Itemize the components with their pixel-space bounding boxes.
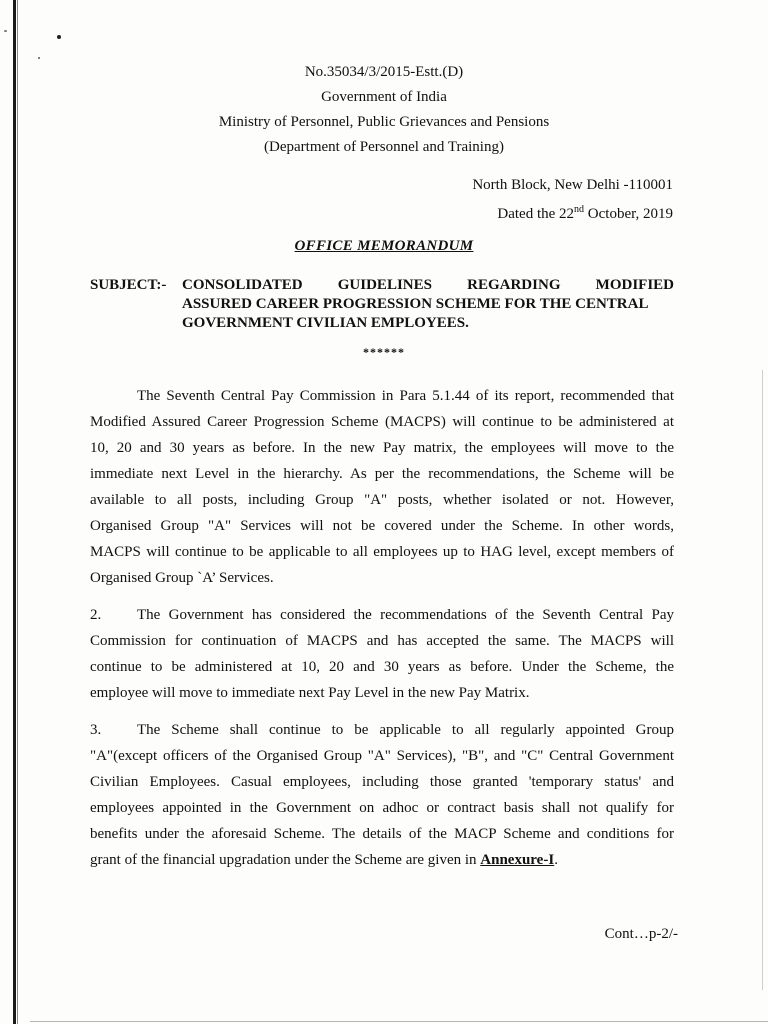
memo-title: OFFICE MEMORANDUM bbox=[294, 238, 474, 254]
subject-line-1 bbox=[182, 276, 674, 295]
subject-word: REGARDING bbox=[467, 277, 561, 293]
para2-number: 2. bbox=[90, 607, 102, 623]
para3-line: employees appointed in the Government on adhoc or contract basis shall not qualify for bbox=[90, 800, 674, 816]
subject-word: GUIDELINES bbox=[337, 277, 432, 293]
para1-line: Organised Group `A’ Services. bbox=[90, 570, 274, 586]
annexure-link[interactable]: Annexure-I bbox=[480, 852, 555, 868]
subject-label: SUBJECT:- bbox=[90, 277, 167, 293]
scan-speck bbox=[4, 30, 7, 32]
para3-line: Civilian Employees. Casual employees, including those granted 'temporary status' and bbox=[90, 774, 674, 790]
paragraph-1 bbox=[90, 383, 674, 591]
para2-line: continue to be administered at 10, 20 and 30 years as before. Under the Scheme, the bbox=[90, 659, 674, 675]
paragraph-3 bbox=[90, 717, 674, 873]
para3-last-text: grant of the financial upgradation under the Scheme are given in bbox=[90, 852, 481, 868]
date-prefix: Dated the 22 bbox=[497, 206, 575, 222]
government-name: Government of India bbox=[321, 89, 447, 105]
subject-line-2: ASSURED CAREER PROGRESSION SCHEME FOR THE CENTRAL bbox=[182, 296, 649, 312]
para1-line: The Seventh Central Pay Commission in Para 5.1.44 of its report, recommended that bbox=[137, 388, 674, 404]
paragraph-2 bbox=[90, 602, 674, 706]
ministry-name: Ministry of Personnel, Public Grievances and Pensions bbox=[218, 114, 550, 130]
para2-line: The Government has considered the recommendations of the Seventh Central Pay bbox=[137, 607, 674, 623]
para3-line: benefits under the aforesaid Scheme. The details of the MACP Scheme and conditions for bbox=[90, 826, 674, 842]
memo-date bbox=[497, 201, 673, 223]
para1-line: immediate next Level in the hierarchy. As per the recommendations, the Scheme will be bbox=[90, 466, 674, 482]
continuation-note: Cont…p-2/- bbox=[604, 926, 678, 942]
date-suffix: October, 2019 bbox=[584, 206, 673, 222]
scan-bottom-edge bbox=[30, 1021, 768, 1022]
para3-period: . bbox=[554, 852, 558, 868]
scan-speck bbox=[57, 35, 61, 39]
subject-word: MODIFIED bbox=[595, 277, 674, 293]
office-address: North Block, New Delhi -110001 bbox=[472, 177, 673, 193]
para1-line: MACPS will continue to be applicable to all employees up to HAG level, except members of bbox=[90, 544, 674, 560]
para3-last-line bbox=[90, 847, 674, 873]
para1-line: Modified Assured Career Progression Scheme (MACPS) will continue to be administered at bbox=[90, 414, 674, 430]
para3-number: 3. bbox=[90, 722, 102, 738]
scan-right-edge bbox=[762, 370, 763, 990]
subject-line-3: GOVERNMENT CIVILIAN EMPLOYEES. bbox=[182, 315, 469, 331]
para2-line: employee will move to immediate next Pay Level in the new Pay Matrix. bbox=[90, 685, 530, 701]
date-ordinal: nd bbox=[574, 204, 585, 215]
para3-line: "A"(except officers of the Organised Group "A" Services), "B", and "C" Central Government bbox=[90, 748, 674, 764]
para3-line: The Scheme shall continue to be applicable to all regularly appointed Group bbox=[137, 722, 674, 738]
para1-line: available to all posts, including Group "A" posts, whether isolated or not. However, bbox=[90, 492, 674, 508]
file-number: No.35034/3/2015-Estt.(D) bbox=[304, 64, 464, 80]
para1-line: Organised Group "A" Services will not be covered under the Scheme. In other words, bbox=[90, 518, 674, 534]
para2-first-line bbox=[90, 602, 674, 628]
department-name: (Department of Personnel and Training) bbox=[264, 139, 504, 155]
scan-speck bbox=[38, 57, 40, 59]
para2-line: Commission for continuation of MACPS and has accepted the same. The MACPS will bbox=[90, 633, 674, 649]
para3-first-line bbox=[90, 717, 674, 743]
separator-stars: ****** bbox=[363, 345, 405, 359]
subject-word: CONSOLIDATED bbox=[182, 277, 303, 293]
para1-line: 10, 20 and 30 years as before. In the new Pay matrix, the employees will move to the bbox=[90, 440, 674, 456]
